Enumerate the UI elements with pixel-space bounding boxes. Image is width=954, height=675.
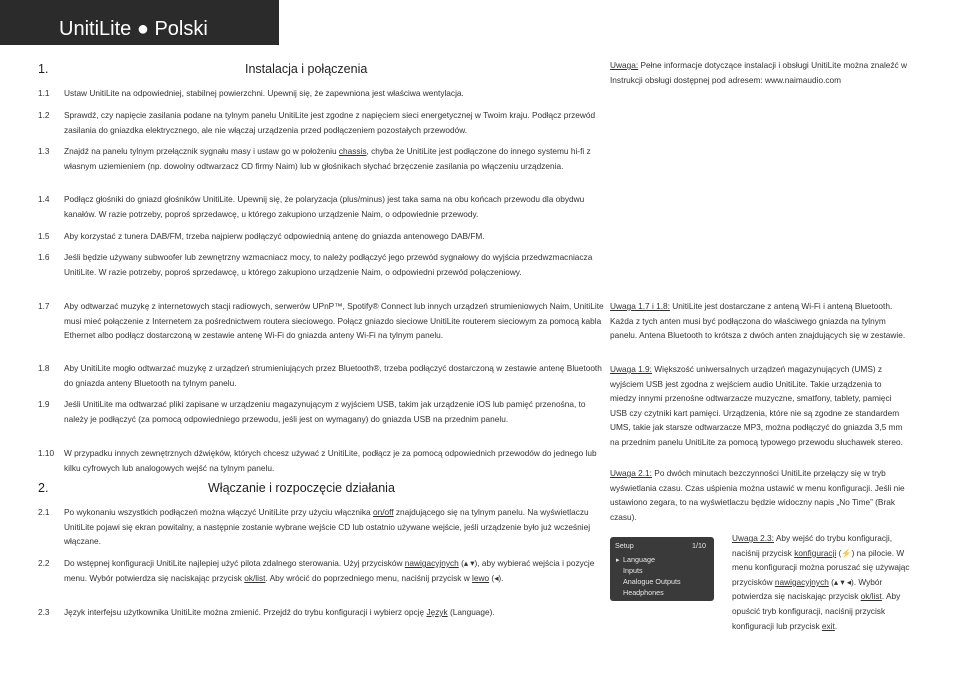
note-text: (▴ ▾ ◂). Wybór potwierdza się naciskając przycisk [732,576,883,602]
paragraph-number: 1.9 [38,399,50,409]
text-part: Do wstępnej konfiguracji UnitiLite najlepiej użyć pilota zdalnego sterowania. Użyj przycisków [64,558,405,568]
paragraph-text: Aby UnitiLite mogło odtwarzać muzykę z urządzeń strumieniujących przez Bluetooth®, trzeba podłączyć dostarczoną w zestawie antenę Bluetooth do gniazda anteny Bluetooth na tylnym panelu. [64,363,602,388]
paragraph-number: 1.6 [38,252,50,262]
paragraph-number: 1.4 [38,194,50,204]
paragraph-number: 1.7 [38,301,50,311]
selection-arrow-icon: ▸ [616,555,620,564]
exit-term: exit [821,620,835,631]
text-part: znajdującego się na tylnym panelu. Na wyświetlaczu UnitiLite pojawi się ekran powitalny, a następnie zostanie wybrane wejście CD lub ostatnio używane wejście, jeśli urządzenie było już wcześniej włączane. [64,507,591,547]
text-part: (◂). [489,572,504,583]
display-menu-item: Headphones [623,588,664,597]
note-text: . Aby opuścić tryb konfiguracji, naciśnij przycisk konfiguracji lub przycisk [732,591,901,631]
note-label: Uwaga 2.3: [732,533,774,543]
paragraph-text [64,605,604,620]
display-page-indicator: 1/10 [692,541,706,550]
header-banner [0,0,279,45]
setup-term: konfiguracji [794,547,837,558]
note-label: Uwaga: [610,60,639,70]
section-title: Instalacja i połączenia [245,62,368,76]
paragraph-text [64,144,604,173]
text-part: Język interfejsu użytkownika UnitiLite można zmienić. Przejdź do trybu konfiguracji i wybierz opcję [64,607,427,617]
paragraph-text: Jeśli będzie używany subwoofer lub zewnętrzny wzmacniacz mocy, to należy podłączyć jego przewód sygnałowy do wyjścia przedwzmacniacza UnitiLite. W razie potrzeby, poproś sprzedawcę, u którego zakupiono urządzenie Naim, o odpowiedni przewód połączeniowy. [64,252,593,277]
navigation-term: nawigacyjnych [774,576,829,587]
note-label: Uwaga 1.7 i 1.8: [610,301,670,311]
note-text: Większość uniwersalnych urządzeń magazynujących (UMS) z wyjściem USB jest zgodna z wejściem audio UnitiLite. Takie urządzenia to miedzy innymi przenośne odtwarzacze muzyczne, smatfony, tablety, pamięci USB czy czytniki kart pamięci. Urządzenia, które nie są zgodne ze standardem UMS, takie jak starsze odtwarzacze MP3, można podłączyć do gniazda 3,5 mm na przednim panelu UnitiLite za pomocą typowego przewodu słuchawek stereo. [610,364,903,447]
note-1-9 [610,362,910,450]
paragraph-number: 1.1 [38,88,50,98]
text-part: (Language). [447,607,495,617]
setup-display [610,537,714,601]
language-term: Język [426,607,448,617]
navigation-term: nawigacyjnych [404,558,459,568]
paragraph-number: 1.5 [38,231,50,241]
section-number: 1. [38,62,49,76]
note-general [610,58,920,87]
paragraph-text: W przypadku innych zewnętrznych dźwięków, których chcesz używać z UnitiLite, podłącz je za pomocą odpowiednich przewodów do jednego lub kilku cyfrowych lub analogowych wejść na tylnym panelu. [64,448,597,473]
note-text: UnitiLite jest dostarczane z anteną Wi-Fi i anteną Bluetooth. Każda z tych anten musi być podłączona do właściwego gniazda na tylnym panelu. Antena Bluetooth to krótsza z dwóch anten znajdujących się w zestawie. [610,301,906,341]
paragraph-text: Aby korzystać z tunera DAB/FM, trzeba najpierw podłączyć odpowiednią antenę do gniazda antenowego DAB/FM. [64,231,485,241]
display-menu-item: Inputs [623,566,643,575]
paragraph-text: Jeśli UnitiLite ma odtwarzać pliki zapisane w urządzeniu magazynującym z wyjściem USB, takim jak urządzenie iOS lub pamięć przenośna, to należy je podłączyć (za pomocą odpowiedniego przewodu, jeśli jest on wymagany) do gniazda USB na przednim panelu. [64,399,586,424]
paragraph-number: 1.3 [38,146,50,156]
display-title: Setup [615,541,634,550]
note-text: Po dwóch minutach bezczynności UnitiLite przełączy się w tryb wyświetlania czasu. Czas uśpienia można ustawić w menu konfiguracji. Jeśli nie ustawiono zegara, to na wyświetlaczu będzie widoczny napis „No Time” (Brak czasu). [610,468,905,522]
paragraph-number: 2.2 [38,558,50,568]
display-menu-item: Language [623,555,655,564]
paragraph-number: 1.10 [38,448,55,458]
text-part: Znajdź na panelu tylnym przełącznik sygnału masy i ustaw go w położeniu [64,146,339,156]
text-part: Po wykonaniu wszystkich podłączeń można włączyć UnitiLite przy użyciu włącznika [64,507,373,517]
on-off-term: on/off [372,507,394,517]
note-label: Uwaga 1.9: [610,364,652,374]
paragraph-number: 2.3 [38,607,50,617]
paragraph-text: Sprawdź, czy napięcie zasilania podane na tylnym panelu UnitiLite jest zgodne z napięciem sieci energetycznej w Twoim kraju. Podłącz przewód zasilania do gniazdka elektrycznego, ale nie włączaj urządzenia przed podłączeniem pozostałych przewodów. [64,110,596,135]
note-1-7-1-8 [610,299,910,343]
paragraph-number: 1.8 [38,363,50,373]
ok-list-term: ok/list [244,572,266,583]
left-term: lewo [472,572,490,583]
text-part: , chyba że UnitiLite jest podłączone do innego systemu hi-fi z własnym uziemieniem (np. dowolny odtwarzacz CD firmy Naim) lub w głośnikach słychać brzęczenie zasilania po włączeniu urządzenia. [64,146,591,171]
paragraph-text: Ustaw UnitiLite na odpowiedniej, stabilnej powierzchni. Upewnij się, że zapewniona jest właściwa wentylacja. [64,88,464,98]
display-header [615,540,709,551]
paragraph-number: 1.2 [38,110,50,120]
note-text: . [834,620,838,631]
paragraph-text [64,556,604,585]
note-text: (⚡) na pilocie. W menu konfiguracji można poruszać się używając przycisków [732,547,910,587]
display-menu-item: Analogue Outputs [623,577,681,586]
section-number: 2. [38,481,49,495]
paragraph-text: Aby odtwarzać muzykę z internetowych stacji radiowych, serwerów UPnP™, Spotify® Connect lub innych urządzeń strumieniowych Naim, UnitiLite musi mieć połączenie z Internetem za pośrednictwem routera sieciowego. Połącz gniazdo sieciowe UnitiLite routerem sieciowym za pomocą kabla Ethernet albo podłącz dostarczoną w zestawie antenę Wi-Fi do gniazda anteny Wi-Fi na tylnym panelu. [64,301,604,341]
note-text: Aby wejść do trybu konfiguracji, naciśnij przycisk [732,533,893,558]
note-label: Uwaga 2.1: [610,468,652,478]
section-title: Włączanie i rozpoczęcie działania [208,481,395,495]
note-2-1 [610,466,918,524]
paragraph-text [64,505,604,549]
page-title: UnitiLite ● Polski [59,18,208,40]
text-part: (▴ ▾), aby wybierać wejścia i pozycje menu. Wybór potwierdza się naciskając przycisk [64,558,595,583]
ok-list-term: ok/list [860,591,882,602]
paragraph-number: 2.1 [38,507,50,517]
note-2-3 [732,531,917,633]
paragraph-text: Podłącz głośniki do gniazd głośników UnitiLite. Upewnij się, że polaryzacja (plus/minus) jest taka sama na obu końcach przewodu dla obydwu kanałów. W razie potrzeby, poproś sprzedawcę, u którego zakupiono urządzenie Naim, o odpowiednie przewody. [64,194,585,219]
text-part: . Aby wrócić do poprzedniego menu, naciśnij przycisk w [265,572,473,583]
chassis-term: chassis [338,146,367,156]
note-text: Pełne informacje dotyczące instalacji i obsługi UnitiLite można znaleźć w Instrukcji obsługi dostępnej pod adresem: www.naimaudio.com [610,60,907,85]
